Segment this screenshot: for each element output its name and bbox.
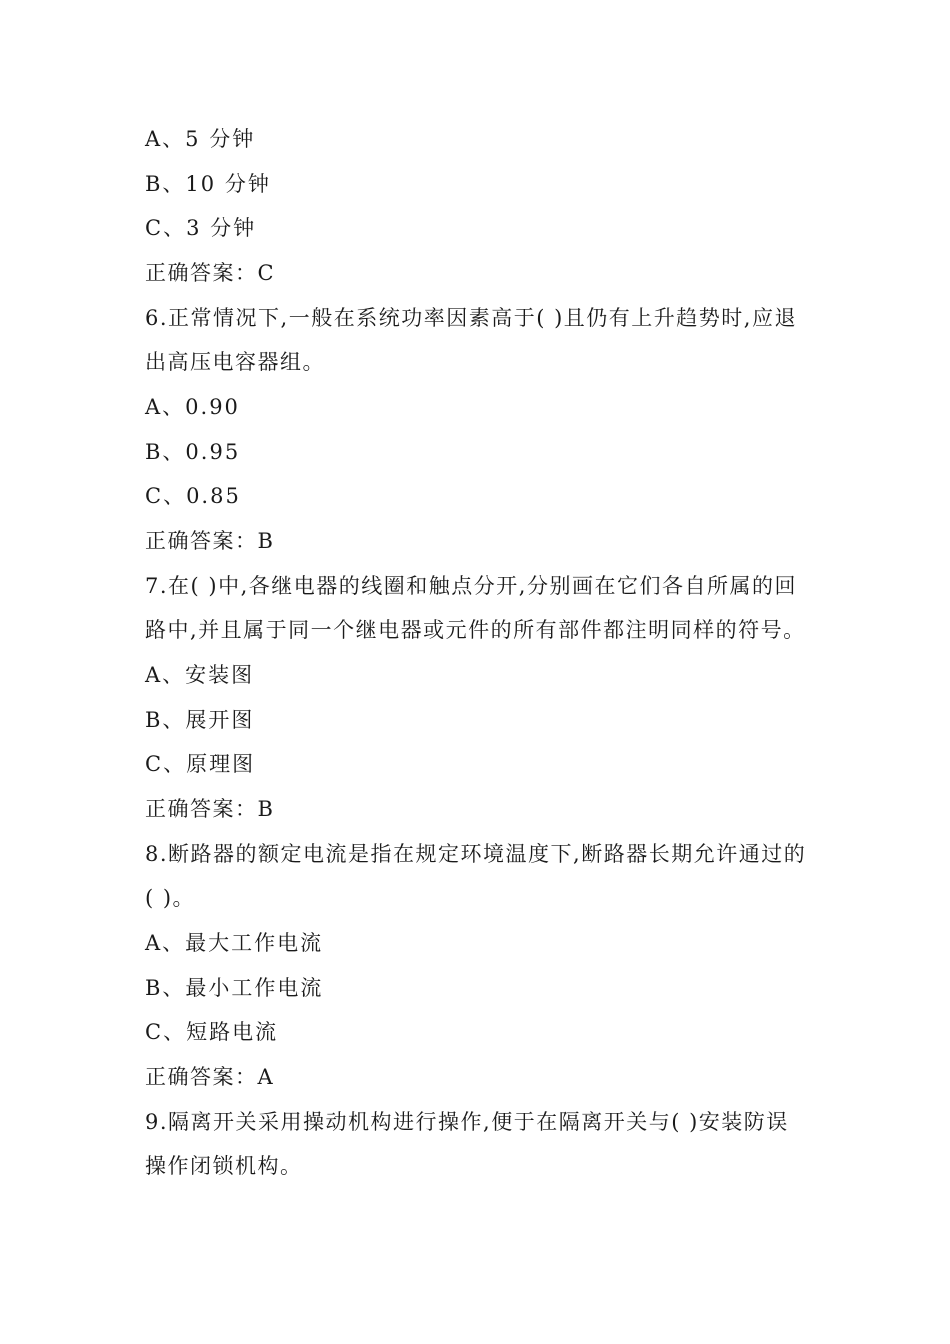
q7-question-line-2: 路中,并且属于同一个继电器或元件的所有部件都注明同样的符号。 [145,618,806,642]
q6-answer: 正确答案：B [145,529,275,553]
q8-option-b: B、最小工作电流 [145,976,324,1000]
q8-answer: 正确答案：A [145,1065,275,1089]
q5-option-c: C、3 分钟 [145,216,257,240]
q8-option-a: A、最大工作电流 [145,931,324,955]
q6-option-c: C、0.85 [145,484,241,508]
q8-option-c: C、短路电流 [145,1020,279,1044]
q5-option-a: A、5 分钟 [145,127,256,151]
q8-question-line-2: ( )。 [145,886,196,910]
q5-option-b: B、10 分钟 [145,172,271,196]
q7-option-c: C、原理图 [145,752,256,776]
q7-question-line-1: 7.在( )中,各继电器的线圈和触点分开,分别画在它们各自所属的回 [145,574,797,598]
q7-option-a: A、安装图 [145,663,255,687]
q7-answer: 正确答案：B [145,797,275,821]
q9-question-line-2: 操作闭锁机构。 [145,1154,303,1178]
q6-question-line-2: 出高压电容器组。 [145,350,325,374]
q9-question-line-1: 9.隔离开关采用操动机构进行操作,便于在隔离开关与( )安装防误 [145,1110,789,1134]
q6-option-b: B、0.95 [145,440,241,464]
q6-question-line-1: 6.正常情况下,一般在系统功率因素高于( )且仍有上升趋势时,应退 [145,306,797,330]
q6-option-a: A、0.90 [145,395,240,419]
q8-question-line-1: 8.断路器的额定电流是指在规定环境温度下,断路器长期允许通过的 [145,842,807,866]
q5-answer: 正确答案：C [145,261,276,285]
q7-option-b: B、展开图 [145,708,255,732]
